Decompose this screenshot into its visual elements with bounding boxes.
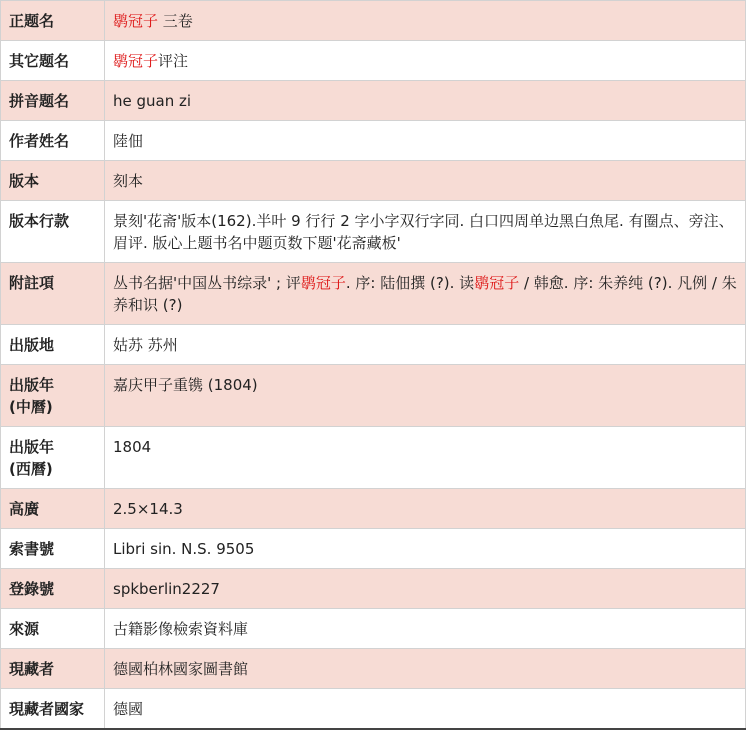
field-value bbox=[105, 41, 746, 81]
field-value bbox=[105, 325, 746, 365]
metadata-row bbox=[1, 1, 746, 41]
field-label: 來源 bbox=[1, 609, 105, 649]
value-text: 古籍影像檢索資料庫 bbox=[113, 620, 249, 638]
metadata-row bbox=[1, 325, 746, 365]
field-value bbox=[105, 81, 746, 121]
metadata-row bbox=[1, 427, 746, 489]
field-label: 現藏者國家 bbox=[1, 689, 105, 730]
field-value bbox=[105, 569, 746, 609]
field-label: 作者姓名 bbox=[1, 121, 105, 161]
field-label: 正题名 bbox=[1, 1, 105, 41]
field-label: 出版地 bbox=[1, 325, 105, 365]
value-text: . 序: 陆佃撰 (?). 读 bbox=[345, 274, 475, 292]
field-label: 其它题名 bbox=[1, 41, 105, 81]
field-label: 現藏者 bbox=[1, 649, 105, 689]
metadata-row bbox=[1, 489, 746, 529]
field-label-line: (西曆) bbox=[9, 460, 53, 478]
metadata-row bbox=[1, 121, 746, 161]
value-text: Libri sin. N.S. 9505 bbox=[113, 540, 255, 558]
value-text: 德國柏林國家圖書館 bbox=[113, 660, 249, 678]
field-label: 高廣 bbox=[1, 489, 105, 529]
field-label bbox=[1, 427, 105, 489]
value-text: 嘉庆甲子重镌 (1804) bbox=[113, 376, 258, 394]
field-label-line: 出版年 bbox=[9, 438, 55, 456]
field-label: 版本行款 bbox=[1, 201, 105, 263]
field-label-line: (中曆) bbox=[9, 398, 53, 416]
metadata-row bbox=[1, 41, 746, 81]
value-text: 刻本 bbox=[113, 172, 144, 190]
value-text: 陸佃 bbox=[113, 132, 144, 150]
metadata-row bbox=[1, 609, 746, 649]
value-text: 1804 bbox=[113, 438, 152, 456]
field-value bbox=[105, 201, 746, 263]
metadata-row bbox=[1, 569, 746, 609]
metadata-row bbox=[1, 263, 746, 325]
value-text: he guan zi bbox=[113, 92, 192, 110]
field-value bbox=[105, 649, 746, 689]
value-text: 2.5×14.3 bbox=[113, 500, 183, 518]
field-label: 版本 bbox=[1, 161, 105, 201]
field-value bbox=[105, 121, 746, 161]
field-label: 索書號 bbox=[1, 529, 105, 569]
metadata-row bbox=[1, 689, 746, 730]
field-value bbox=[105, 609, 746, 649]
value-text: 丛书名据'中国丛书综录' ; 评 bbox=[113, 274, 301, 292]
highlighted-term: 鹖冠子 bbox=[113, 52, 159, 70]
metadata-row bbox=[1, 161, 746, 201]
value-text: spkberlin2227 bbox=[113, 580, 220, 598]
field-value bbox=[105, 263, 746, 325]
metadata-row bbox=[1, 529, 746, 569]
highlighted-term: 鹖冠子 bbox=[474, 274, 520, 292]
field-label: 登錄號 bbox=[1, 569, 105, 609]
metadata-row bbox=[1, 81, 746, 121]
field-value bbox=[105, 1, 746, 41]
metadata-row bbox=[1, 649, 746, 689]
value-text: 评注 bbox=[158, 52, 189, 70]
value-text: 景刻'花斋'版本(162).半叶 9 行行 2 字小字双行字同. 白口四周单边黑白魚尾. 有圈点、旁注、眉评. 版心上题书名中题页数下题'花斋藏板' bbox=[113, 212, 734, 252]
field-label-line: 出版年 bbox=[9, 376, 55, 394]
highlighted-term: 鹖冠子 bbox=[113, 12, 159, 30]
value-text: 三卷 bbox=[158, 12, 193, 30]
metadata-row bbox=[1, 201, 746, 263]
field-label bbox=[1, 365, 105, 427]
field-label: 附註項 bbox=[1, 263, 105, 325]
field-value bbox=[105, 161, 746, 201]
value-text: 姑苏 苏州 bbox=[113, 336, 178, 354]
field-value bbox=[105, 365, 746, 427]
field-value bbox=[105, 427, 746, 489]
field-value bbox=[105, 489, 746, 529]
highlighted-term: 鹖冠子 bbox=[300, 274, 346, 292]
value-text: / 韩愈. 序: 朱养纯 (?). 凡例 / 朱养和识 (?) bbox=[113, 274, 737, 314]
value-text: 德國 bbox=[113, 700, 144, 718]
field-value bbox=[105, 529, 746, 569]
field-label: 拼音题名 bbox=[1, 81, 105, 121]
metadata-row bbox=[1, 365, 746, 427]
field-value bbox=[105, 689, 746, 730]
metadata-table-body bbox=[1, 1, 746, 730]
